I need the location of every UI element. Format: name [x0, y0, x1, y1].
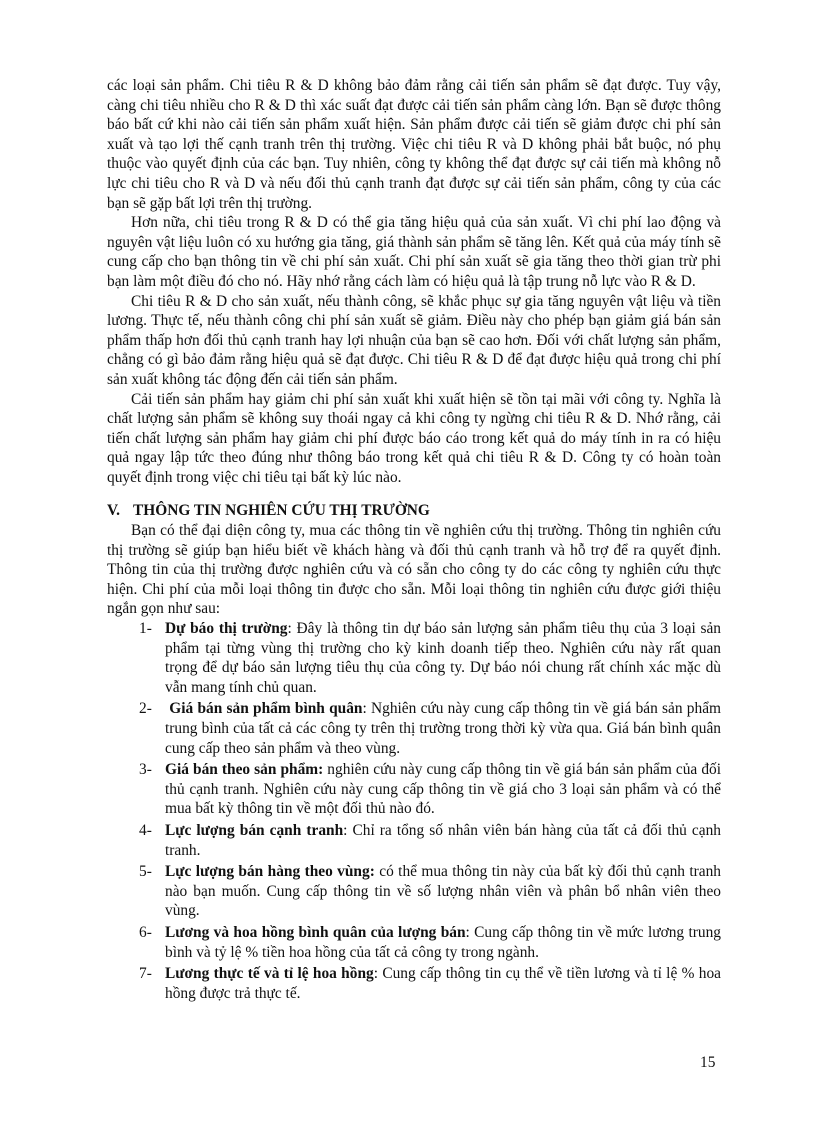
- item-term: Lương thực tế và tỉ lệ hoa hồng: [165, 965, 374, 983]
- page-number: 15: [700, 1054, 716, 1071]
- paragraph: các loại sản phẩm. Chi tiêu R & D không bảo đảm rằng cải tiến sản phẩm sẽ đạt được. Tuy vậy, càng chi tiêu nhiều cho R & D thì xác suất đạt được cải tiến sản phẩm càng lớn. Bạn sẽ được thông báo bất cứ khi nào cải tiến sản phẩm xuất hiện. Sản phẩm được cải tiến sẽ giảm được chi phí sản xuất và tạo lợi thế cạnh tranh trên thị trường. Việc chi tiêu R và D không phải bắt buộc, nó phụ thuộc vào quyết định của các bạn. Tuy nhiên, công ty không thể đạt được sự cải tiến mà không nỗ lực chi tiêu cho R và D và nếu đối thủ cạnh tranh đạt được sự cải tiến sản phẩm, công ty của các bạn sẽ gặp bất lợi trên thị trường.: [107, 77, 721, 212]
- item-number: 2-: [139, 700, 152, 718]
- item-number: 4-: [139, 821, 152, 839]
- item-term: Lương và hoa hồng bình quân của lượng bán: [165, 923, 466, 941]
- item-term: Giá bán theo sản phẩm:: [165, 761, 324, 779]
- item-text: : Nghiên cứu này cung cấp thông tin về giá bán sản phẩm trung bình của tất cả các công ty trên thị trường trong thời kỳ vừa qua. Giá bán bình quân cung cấp theo sản phẩm và theo vùng.: [165, 700, 722, 757]
- list-item: [107, 923, 721, 962]
- list-item: [107, 760, 721, 819]
- list-item: [107, 964, 721, 1003]
- item-term: Giá bán sản phẩm bình quân: [169, 700, 363, 718]
- paragraph: Hơn nữa, chi tiêu trong R & D có thể gia tăng hiệu quả của sản xuất. Vì chi phí lao động và nguyên vật liệu luôn có xu hướng gia tăng, giá thành sản phẩm sẽ tăng lên. Kết quả của máy tính sẽ cung cấp cho bạn thông tin về chi phí sản xuất. Chi phí sản xuất sẽ gia tăng theo thời gian trừ phi bạn làm một điều đó cho nó. Hãy nhớ rằng cách làm có hiệu quả là tập trung nỗ lực vào R & D.: [107, 214, 721, 290]
- item-number: 6-: [139, 923, 152, 941]
- item-number: 7-: [139, 965, 152, 983]
- section-title: THÔNG TIN NGHIÊN CỨU THỊ TRƯỜNG: [133, 502, 430, 520]
- item-term: Lực lượng bán hàng theo vùng:: [165, 863, 375, 881]
- item-text: : Cung cấp thông tin về mức lương trung bình và tỷ lệ % tiền hoa hồng của tất cả công ty trong ngành.: [165, 923, 721, 961]
- section-heading: [107, 501, 721, 521]
- item-number: 5-: [139, 863, 152, 881]
- paragraph: Chi tiêu R & D cho sản xuất, nếu thành công, sẽ khắc phục sự gia tăng nguyên vật liệu và tiền lương. Thực tế, nếu thành công chi phí sản xuất sẽ giảm. Điều này cho phép bạn giảm giá bán sản phẩm thấp hơn đối thủ cạnh tranh hay lợi nhuận của bạn sẽ cao hơn. Đối với chất lượng sản phẩm, chẳng có gì bảo đảm rằng hiệu quả sẽ đạt được. Chi tiêu R & D để đạt được hiệu quả trong chi phí sản xuất không tác động đến cải tiến sản phẩm.: [107, 292, 721, 388]
- document-body: [107, 76, 721, 1005]
- item-text: có thể mua thông tin này của bất kỳ đối thủ cạnh tranh nào bạn muốn. Cung cấp thông tin về số lượng nhân viên và phân bổ nhân viên theo vùng.: [165, 863, 722, 920]
- item-term: Dự báo thị trường: [165, 620, 288, 638]
- item-text: : Đây là thông tin dự báo sản lượng sản phẩm tiêu thụ của 3 loại sản phẩm tại từng vùng thị trường cho kỳ kinh doanh tiếp theo. Nghiên cứu này rất quan trọng để dự báo sản lượng tiêu thụ của công ty. Dự báo nói chung rất chính xác mặc dù vẫn mang tính chủ quan.: [165, 620, 721, 696]
- list-item: [107, 862, 721, 921]
- list-item: [107, 699, 721, 758]
- list-item: [107, 619, 721, 697]
- item-text: : Chỉ ra tổng số nhân viên bán hàng của tất cả đối thủ cạnh tranh.: [165, 821, 721, 859]
- list-item: [107, 821, 721, 860]
- item-text: nghiên cứu này cung cấp thông tin về giá bán sản phẩm của đối thủ cạnh tranh. Nghiên cứu này cung cấp thông tin về giá cho 3 loại sản phẩm và có thể mua bất kỳ thông tin về một đối thủ nào đó.: [165, 761, 721, 818]
- item-number: 3-: [139, 761, 152, 779]
- research-list: [107, 619, 721, 1003]
- section-intro: Bạn có thể đại diện công ty, mua các thông tin về nghiên cứu thị trường. Thông tin nghiên cứu thị trường sẽ giúp bạn hiểu biết về khách hàng và đối thủ cạnh tranh và hỗ trợ để ra quyết định. Thông tin của thị trường được nghiên cứu và có sẵn cho công ty do các công ty nghiên cứu thực hiện. Chi phí của mỗi loại thông tin được cho sẵn. Mỗi loại thông tin nghiên cứu được giới thiệu ngắn gọn như sau:: [107, 522, 721, 618]
- item-term: Lực lượng bán cạnh tranh: [165, 821, 344, 839]
- item-number: 1-: [139, 620, 152, 638]
- item-text: : Cung cấp thông tin cụ thể về tiền lương và tỉ lệ % hoa hồng được trả thực tế.: [165, 965, 722, 1002]
- paragraph: Cải tiến sản phẩm hay giảm chi phí sản xuất khi xuất hiện sẽ tồn tại mãi với công ty. Nghĩa là chất lượng sản phẩm sẽ không suy thoái ngay cả khi công ty ngừng chi tiêu R & D. Nhớ rằng, cải tiến chất lượng sản phẩm hay giảm chi phí được báo cáo trong kết quả do máy tính in ra có hiệu quả ngay lập tức theo đúng như thông báo trong kết quả chi tiêu R & D. Công ty có hoàn toàn quyết định trong việc chi tiêu tại bất kỳ lúc nào.: [107, 390, 721, 486]
- section-number: V.: [107, 502, 120, 520]
